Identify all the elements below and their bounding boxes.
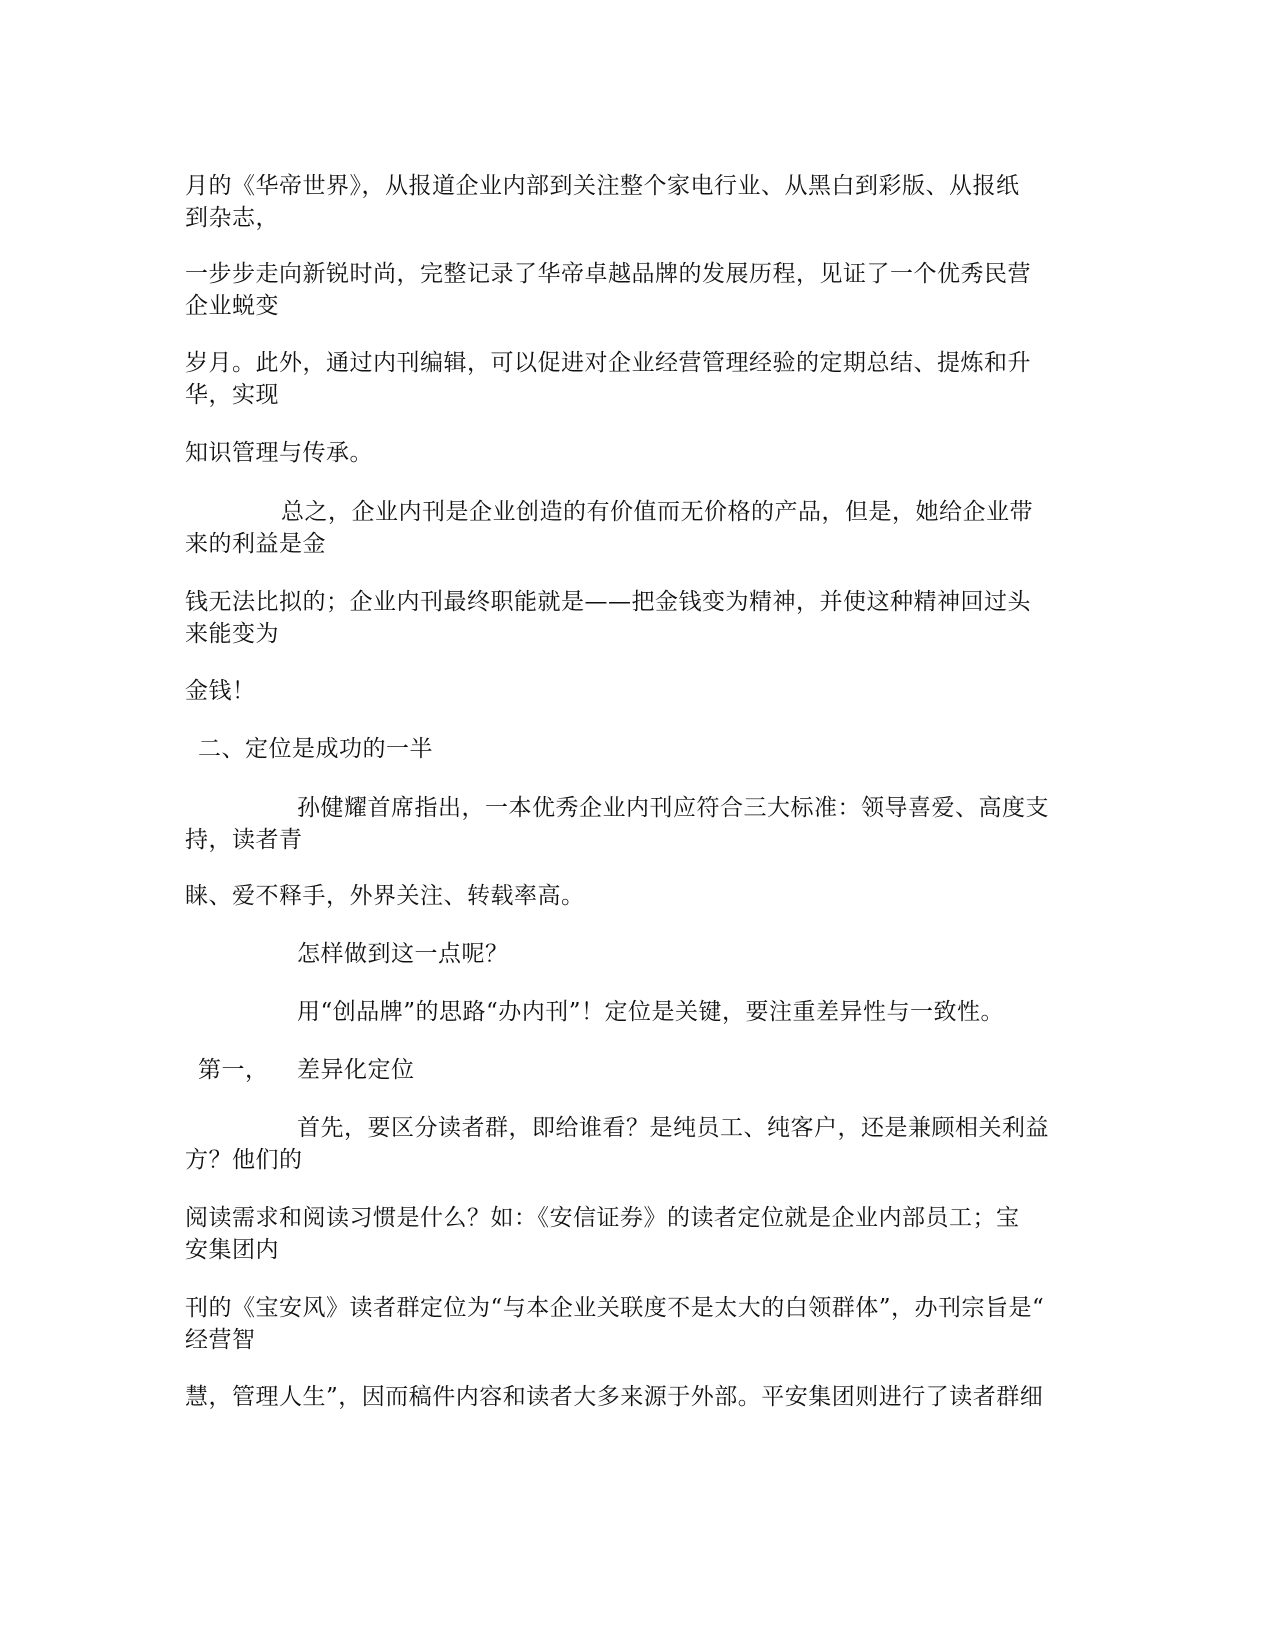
paragraph-first-line: 怎样做到这一点呢？ [297,941,509,967]
text-line: 持，读者青 [185,827,303,853]
paragraph-first-line: 总之，企业内刊是企业创造的有价值而无价格的产品，但是，她给企业带 [281,499,1033,525]
text-line: 月的《华帝世界》，从报道企业内部到关注整个家电行业、从黑白到彩版、从报纸 [185,173,1020,199]
paragraph-first-line: 用“创品牌”的思路“办内刊”！定位是关键，要注重差异性与一致性。 [297,999,1005,1025]
text-line: 企业蜕变 [185,293,279,319]
text-line: 阅读需求和阅读习惯是什么？如：《安信证券》的读者定位就是企业内部员工；宝 [185,1205,1020,1231]
text-line: 一步步走向新锐时尚，完整记录了华帝卓越品牌的发展历程，见证了一个优秀民营 [185,261,1031,287]
text-line: 来的利益是金 [185,531,326,557]
text-line: 华，实现 [185,382,279,408]
text-line: 金钱！ [185,678,256,704]
text-line: 刊的《宝安风》读者群定位为“与本企业关联度不是太大的白领群体”，办刊宗旨是“ [185,1295,1045,1321]
subheading-number: 第一， [198,1057,269,1083]
paragraph-first-line: 首先，要区分读者群，即给谁看？是纯员工、纯客户，还是兼顾相关利益 [297,1115,1049,1141]
section-heading: 二、定位是成功的一半 [198,736,433,762]
text-line: 来能变为 [185,621,279,647]
paragraph-first-line: 孙健耀首席指出，一本优秀企业内刊应符合三大标准：领导喜爱、高度支 [297,795,1049,821]
text-line: 睐、爱不释手，外界关注、转载率高。 [185,883,585,909]
text-line: 安集团内 [185,1237,279,1263]
text-line: 知识管理与传承。 [185,440,373,466]
text-line: 到杂志， [185,205,279,231]
text-line: 钱无法比拟的；企业内刊最终职能就是——把金钱变为精神，并使这种精神回过头 [185,589,1031,615]
text-line: 慧，管理人生”，因而稿件内容和读者大多来源于外部。平安集团则进行了读者群细 [185,1384,1044,1410]
subheading-title: 差异化定位 [297,1057,415,1083]
text-line: 经营智 [185,1327,256,1353]
text-line: 方？他们的 [185,1147,303,1173]
text-line: 岁月。此外，通过内刊编辑，可以促进对企业经营管理经验的定期总结、提炼和升 [185,350,1031,376]
